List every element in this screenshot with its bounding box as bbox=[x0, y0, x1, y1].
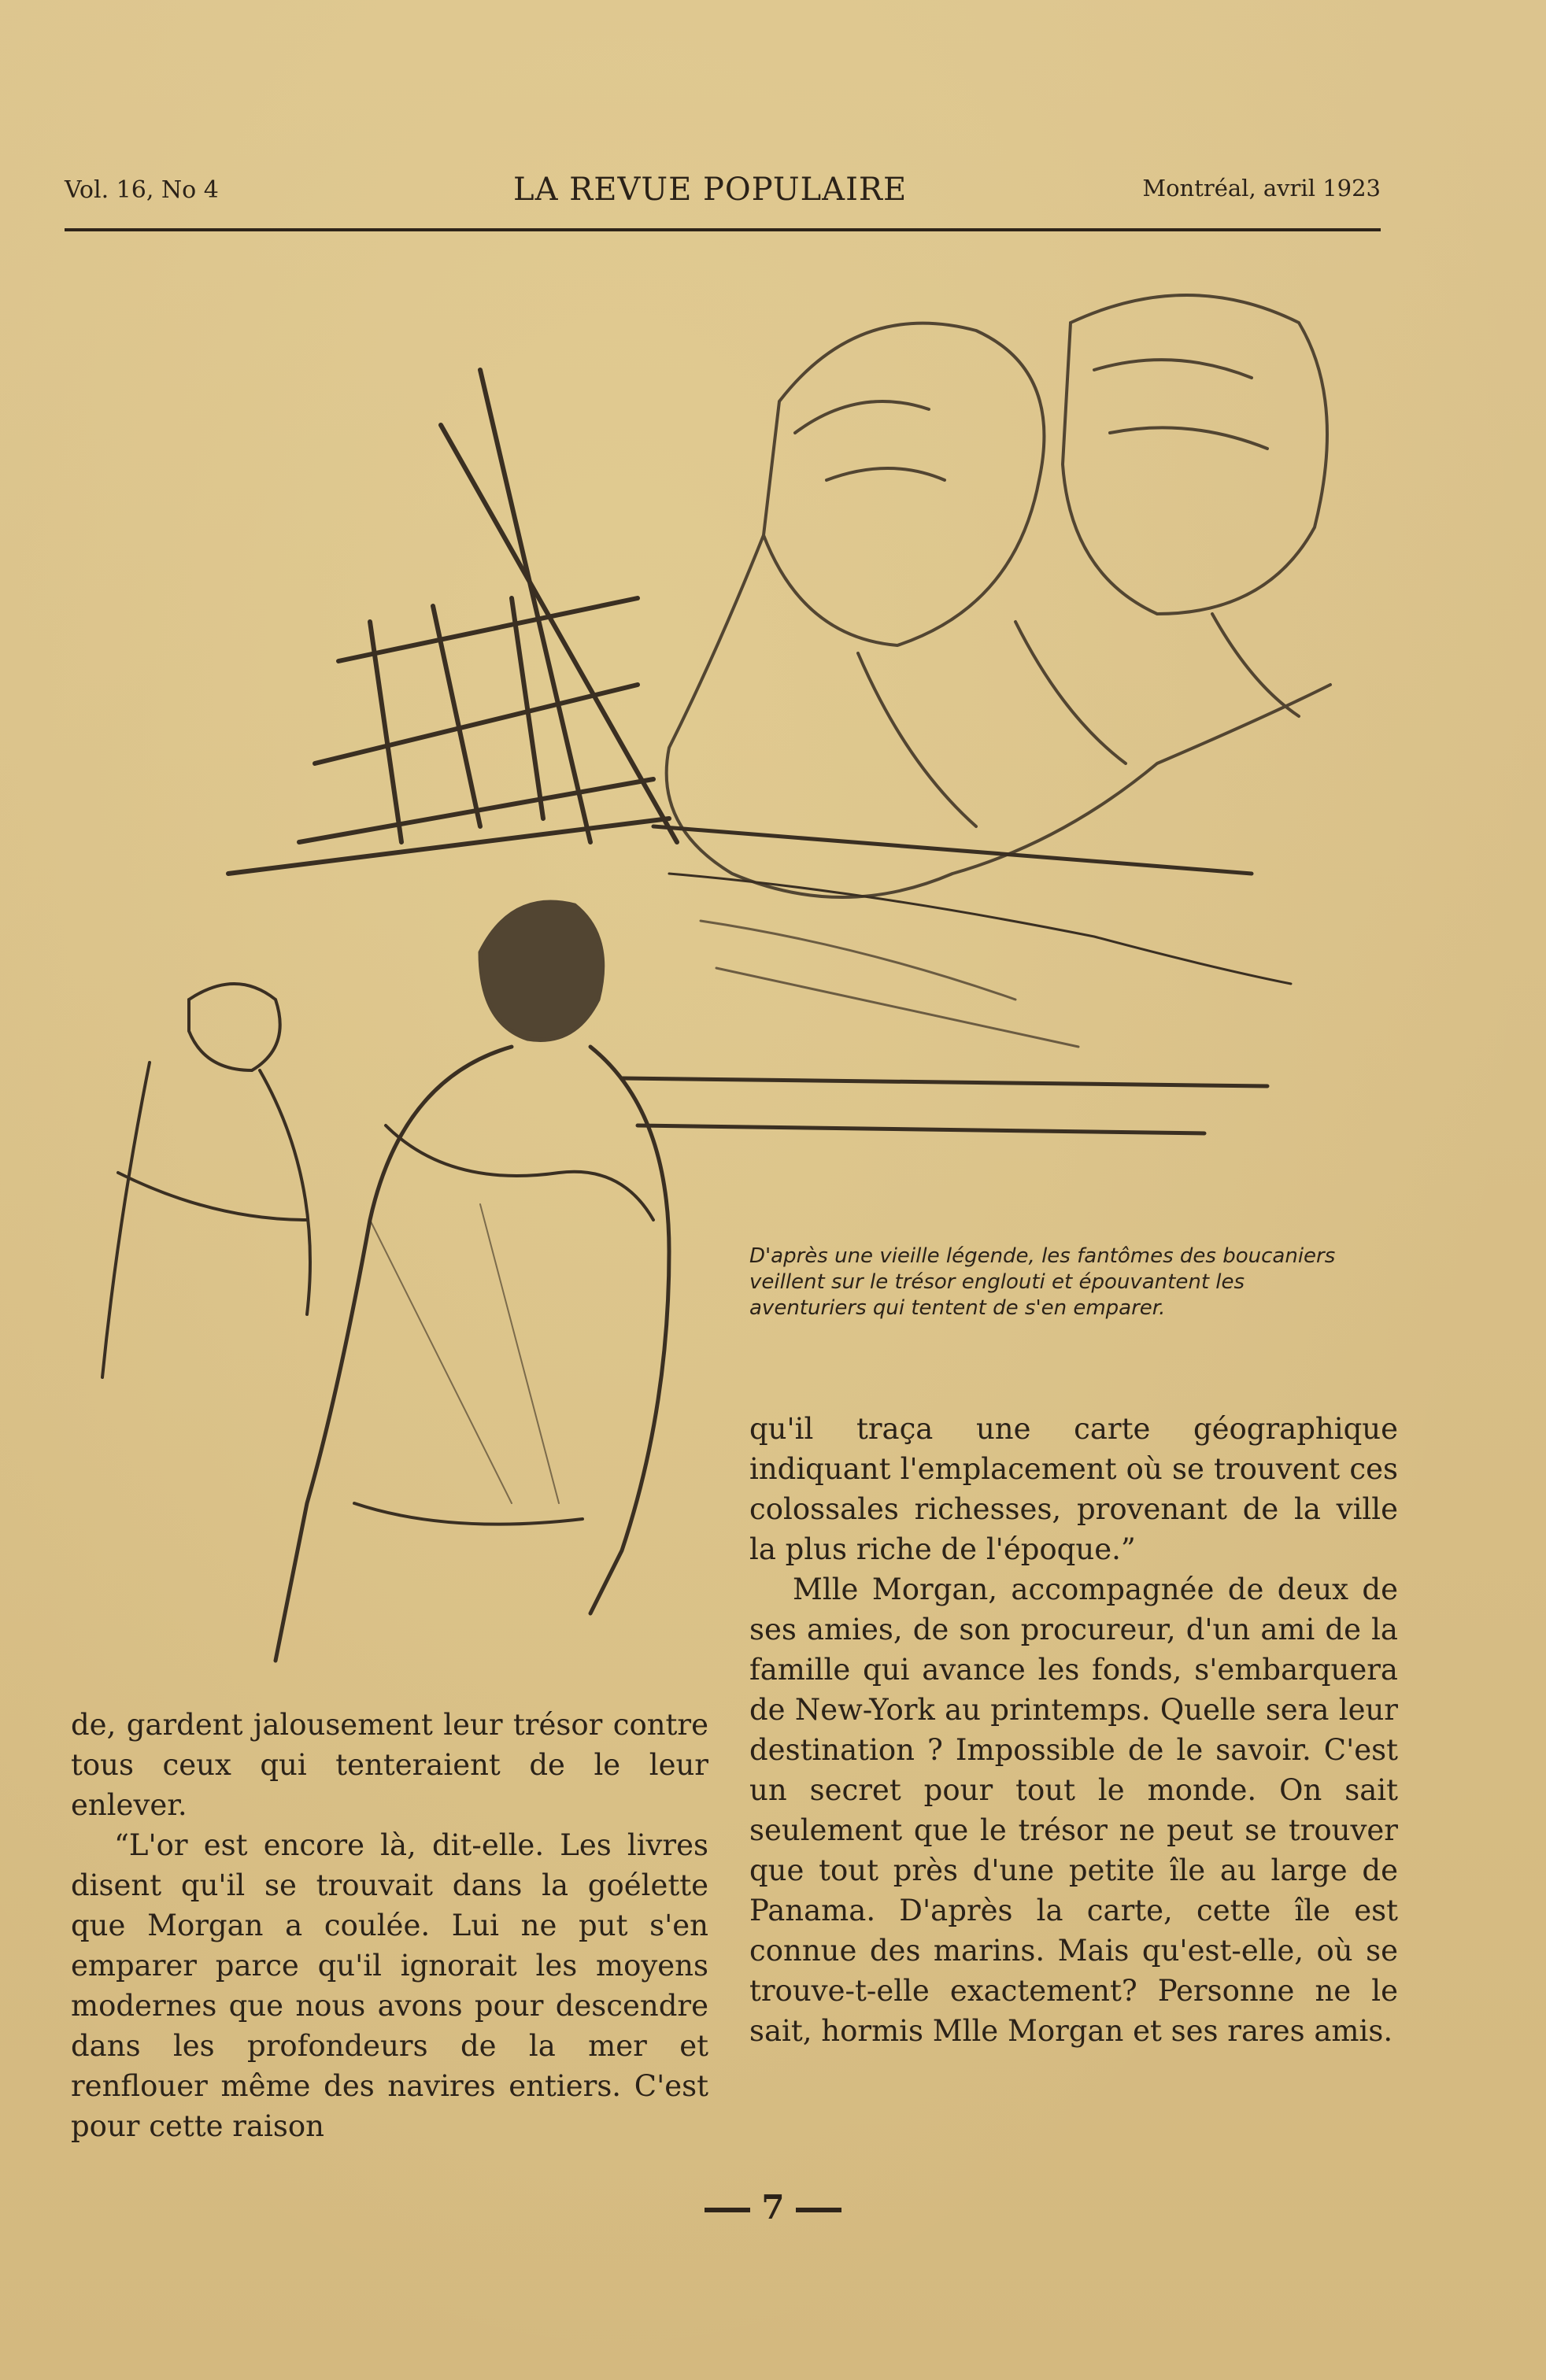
volume-issue: Vol. 16, No 4 bbox=[65, 176, 219, 204]
page-number-text: 7 bbox=[761, 2188, 785, 2227]
paragraph: qu'il traça une carte géographique indiquant l'emplacement où se trouvent ces colossales richesses, provenant de la ville la plus riche de l'époque.” bbox=[749, 1412, 1398, 1566]
ghost-pirates-figure bbox=[667, 295, 1330, 897]
header-rule bbox=[65, 228, 1381, 231]
paragraph: Mlle Morgan, accompagnée de deux de ses amies, de son procureur, d'un ami de la famille qui avance les fonds, s'embarquera de New-York au printemps. Quelle sera leur destination ? Impossible de le savoir. C'est un secret pour tout le monde. On sait seulement que le trésor ne peut se trouver que tout près d'une petite île au large de Panama. D'après la carte, cette île est connue des marins. Mais qu'est-elle, où se trouve-t-elle exactement? Personne ne le sait, hormis Mlle Morgan et ses rares amis. bbox=[749, 1572, 1398, 2048]
issue-date: Montréal, avril 1923 bbox=[1142, 175, 1381, 201]
folio-dash-right bbox=[796, 2208, 841, 2212]
ship-rigging bbox=[228, 370, 677, 874]
paragraph: “L'or est encore là, dit-elle. Les livres disent qu'il se trouvait dans la goélette que Morgan a coulée. Lui ne put s'en emparer parce qu'il ignorait les moyens modernes que nous avons pour descendre dans les profondeurs de la mer et renflouer même des navires entiers. C'est pour cette raison bbox=[71, 1828, 708, 2143]
page-number bbox=[0, 2188, 1546, 2227]
man-figure bbox=[102, 984, 310, 1377]
paragraph: de, gardent jalousement leur trésor contre tous ceux qui tenteraient de le leur enlever. bbox=[71, 1708, 708, 1822]
page-header bbox=[65, 172, 1381, 211]
folio-dash-left bbox=[705, 2208, 750, 2212]
woman-figure bbox=[276, 902, 669, 1661]
article-column-right bbox=[749, 1409, 1398, 2051]
magazine-title: LA REVUE POPULAIRE bbox=[513, 172, 908, 208]
article-column-left bbox=[71, 1705, 708, 2146]
illustration-caption: D'après une vieille légende, les fantômes des boucaniers veillent sur le trésor englouti et épouvantent les aventuriers qui tentent de s'en emparer. bbox=[749, 1244, 1336, 1320]
